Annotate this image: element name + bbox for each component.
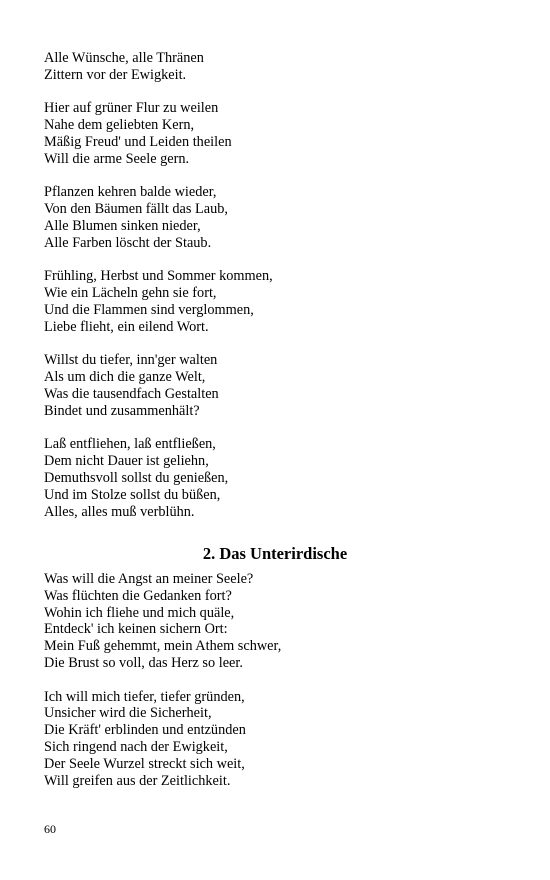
verse-line: Als um dich die ganze Welt, — [44, 369, 206, 386]
verse-line: Will die arme Seele gern. — [44, 150, 190, 167]
verse-line: Entdeck' ich keinen sichern Ort: — [44, 621, 228, 638]
verse-line: Pflanzen kehren balde wieder, — [44, 184, 217, 201]
verse-line: Was die tausendfach Gestalten — [44, 385, 219, 402]
verse-line: Frühling, Herbst und Sommer kommen, — [44, 268, 273, 285]
verse-line: Was flüchten die Gedanken fort? — [44, 587, 232, 604]
verse-line: Hier auf grüner Flur zu weilen — [44, 100, 219, 117]
stanza — [44, 268, 514, 335]
verse-line: Will greifen aus der Zeitlichkeit. — [44, 772, 231, 789]
verse-line: Die Kräft' erblinden und entzünden — [44, 722, 246, 739]
stanza-gap — [44, 336, 514, 353]
stanza — [44, 571, 514, 672]
verse-line: Von den Bäumen fällt das Laub, — [44, 201, 228, 218]
stanza — [44, 100, 514, 167]
verse-line: Ich will mich tiefer, tiefer gründen, — [44, 688, 245, 705]
verse-line: Sich ringend nach der Ewigkeit, — [44, 738, 228, 755]
poem-part-one — [44, 50, 514, 520]
verse-line: Und im Stolze sollst du büßen, — [44, 486, 221, 503]
stanza — [44, 689, 514, 790]
stanza-gap — [44, 84, 514, 101]
stanza-gap — [44, 252, 514, 269]
stanza-gap — [44, 168, 514, 185]
verse-line: Willst du tiefer, inn'ger walten — [44, 352, 218, 369]
verse-line: Dem nicht Dauer ist geliehn, — [44, 453, 209, 470]
verse-line: Liebe flieht, ein eilend Wort. — [44, 318, 209, 335]
verse-line: Mäßig Freud' und Leiden theilen — [44, 133, 232, 150]
stanza-gap — [44, 672, 514, 689]
verse-line: Laß entfliehen, laß entfließen, — [44, 436, 216, 453]
verse-line: Der Seele Wurzel streckt sich weit, — [44, 755, 245, 772]
verse-line: Was will die Angst an meiner Seele? — [44, 571, 254, 587]
verse-line: Bindet und zusammenhält? — [44, 402, 200, 419]
verse-line: Alle Wünsche, alle Thränen — [44, 50, 204, 66]
verse-line: Wohin ich fliehe und mich quäle, — [44, 604, 235, 621]
stanza-gap — [44, 420, 514, 437]
verse-line: Alle Blumen sinken nieder, — [44, 217, 201, 234]
stanza — [44, 436, 514, 520]
verse-line: Alles, alles muß verblühn. — [44, 503, 195, 520]
verse-line: Unsicher wird die Sicherheit, — [44, 705, 212, 722]
verse-line: Nahe dem geliebten Kern, — [44, 117, 195, 134]
section-heading: 2. Das Unterirdische — [202, 544, 348, 563]
stanza — [44, 184, 514, 251]
poem-part-two — [44, 571, 514, 789]
stanza — [44, 50, 514, 84]
verse-line: Alle Farben löscht der Staub. — [44, 234, 212, 251]
verse-line: Und die Flammen sind verglommen, — [44, 301, 254, 318]
stanza — [44, 352, 514, 419]
verse-line: Wie ein Lächeln gehn sie fort, — [44, 285, 217, 302]
verse-line: Mein Fuß gehemmt, mein Athem schwer, — [44, 638, 282, 655]
verse-line: Demuthsvoll sollst du genießen, — [44, 469, 229, 486]
page-number: 60 — [44, 822, 56, 836]
verse-line: Die Brust so voll, das Herz so leer. — [44, 654, 243, 671]
verse-line: Zittern vor der Ewigkeit. — [44, 66, 187, 83]
